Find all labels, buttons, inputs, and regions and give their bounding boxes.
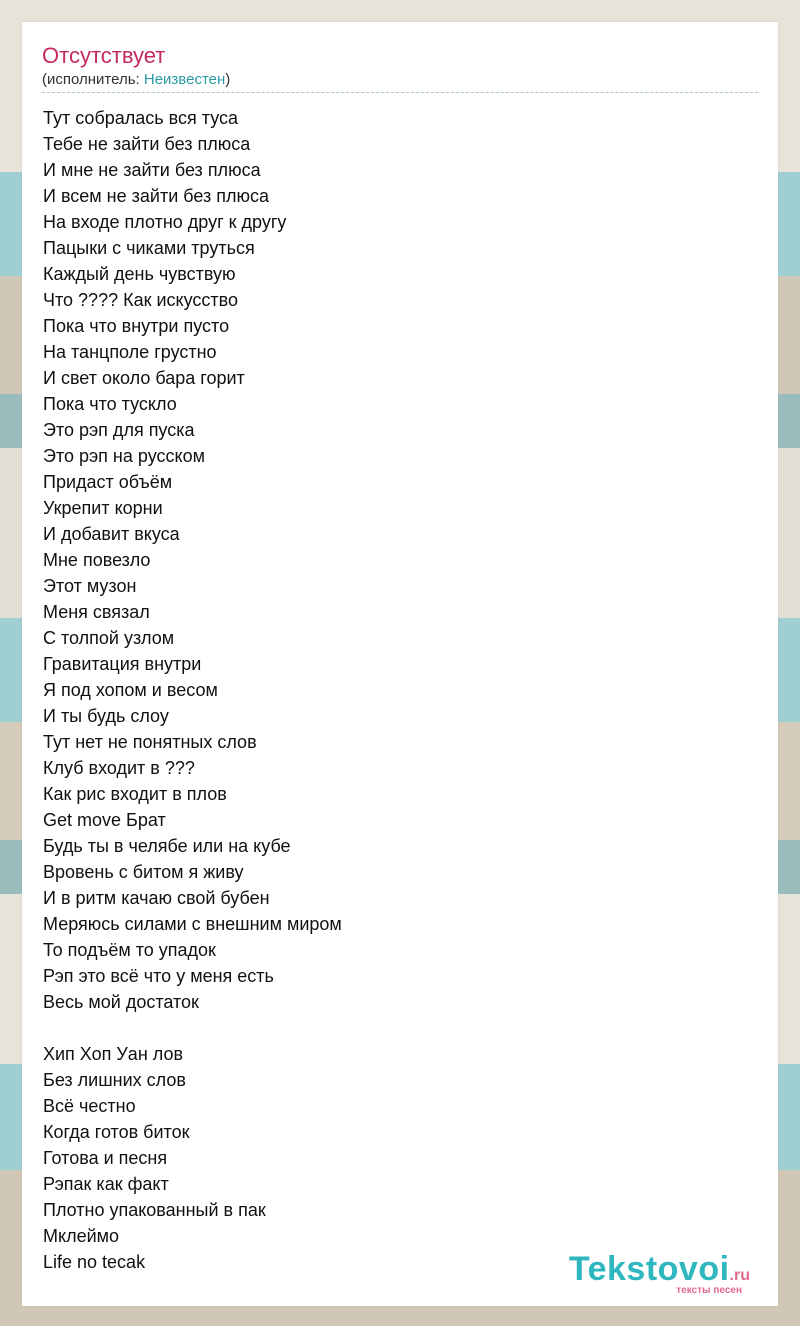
lyric-line: На входе плотно друг к другу xyxy=(43,212,287,232)
lyric-line: Что ???? Как искусство xyxy=(43,290,239,310)
lyric-line: Мне повезло xyxy=(43,550,151,570)
lyric-line: Мклеймо xyxy=(43,1226,120,1246)
artist-line xyxy=(42,70,758,90)
lyric-line: И в ритм качаю свой бубен xyxy=(43,888,270,908)
lyric-line: Тут нет не понятных слов xyxy=(43,732,257,752)
logo-domain: .ru xyxy=(729,1267,750,1284)
lyric-line: Гравитация внутри xyxy=(43,654,202,674)
lyric-line: Когда готов биток xyxy=(43,1122,190,1142)
lyric-line: Без лишних слов xyxy=(43,1070,186,1090)
lyric-line: Вровень с битом я живу xyxy=(43,862,244,882)
lyric-line: И свет около бара горит xyxy=(43,368,245,388)
lyrics-text xyxy=(43,105,759,1275)
artist-prefix: (исполнитель: xyxy=(42,71,144,88)
site-logo[interactable] xyxy=(568,1250,750,1296)
lyric-line: Меряюсь силами с внешним миром xyxy=(43,914,342,934)
lyric-line: Это рэп для пуска xyxy=(43,420,195,440)
logo-wordmark: Tekstovoi xyxy=(568,1250,730,1288)
stanza-break xyxy=(43,1015,759,1041)
lyric-line: И добавит вкуса xyxy=(43,524,180,544)
lyric-line: На танцполе грустно xyxy=(43,342,217,362)
lyric-line: Тут собралась вся туса xyxy=(43,108,239,128)
lyric-line: Это рэп на русском xyxy=(43,446,205,466)
lyric-line: Клуб входит в ??? xyxy=(43,758,195,778)
lyric-line: И мне не зайти без плюса xyxy=(43,160,261,180)
artist-link[interactable]: Неизвестен xyxy=(143,71,226,88)
lyric-line: И всем не зайти без плюса xyxy=(43,186,269,206)
lyric-line: Тебе не зайти без плюса xyxy=(43,134,251,154)
lyric-line: Всё честно xyxy=(43,1096,136,1116)
lyric-line: Весь мой достаток xyxy=(43,992,199,1012)
artist-suffix: ) xyxy=(225,71,231,88)
lyric-line: С толпой узлом xyxy=(43,628,175,648)
lyric-line: Этот музон xyxy=(43,576,137,596)
song-header xyxy=(42,42,758,93)
lyric-line: Укрепит корни xyxy=(43,498,163,518)
song-title: Отсутствует xyxy=(42,43,166,68)
lyric-line: Придаст объём xyxy=(43,472,173,492)
lyric-line: Как рис входит в плов xyxy=(43,784,227,804)
lyric-line: Плотно упакованный в пак xyxy=(43,1200,266,1220)
lyric-line: Рэп это всё что у меня есть xyxy=(43,966,274,986)
lyrics-card xyxy=(22,22,778,1306)
lyric-line: Пацыки с чиками труться xyxy=(43,238,255,258)
lyric-line: Я под хопом и весом xyxy=(43,680,218,700)
logo-tagline: тексты песен xyxy=(676,1285,742,1296)
lyric-line: Хип Хоп Уан лов xyxy=(43,1044,184,1064)
lyric-line: Меня связал xyxy=(43,602,150,622)
lyric-line: Life no tecak xyxy=(43,1252,146,1272)
lyric-line: Get move Брат xyxy=(43,810,166,830)
lyric-line: Готова и песня xyxy=(43,1148,168,1168)
lyric-line: Рэпак как факт xyxy=(43,1174,169,1194)
lyric-line: То подъём то упадок xyxy=(43,940,216,960)
lyric-line: Пока что тускло xyxy=(43,394,177,414)
lyric-line: Пока что внутри пусто xyxy=(43,316,230,336)
lyric-line: И ты будь слоу xyxy=(43,706,169,726)
lyric-line: Будь ты в челябе или на кубе xyxy=(43,836,291,856)
lyric-line: Каждый день чувствую xyxy=(43,264,236,284)
